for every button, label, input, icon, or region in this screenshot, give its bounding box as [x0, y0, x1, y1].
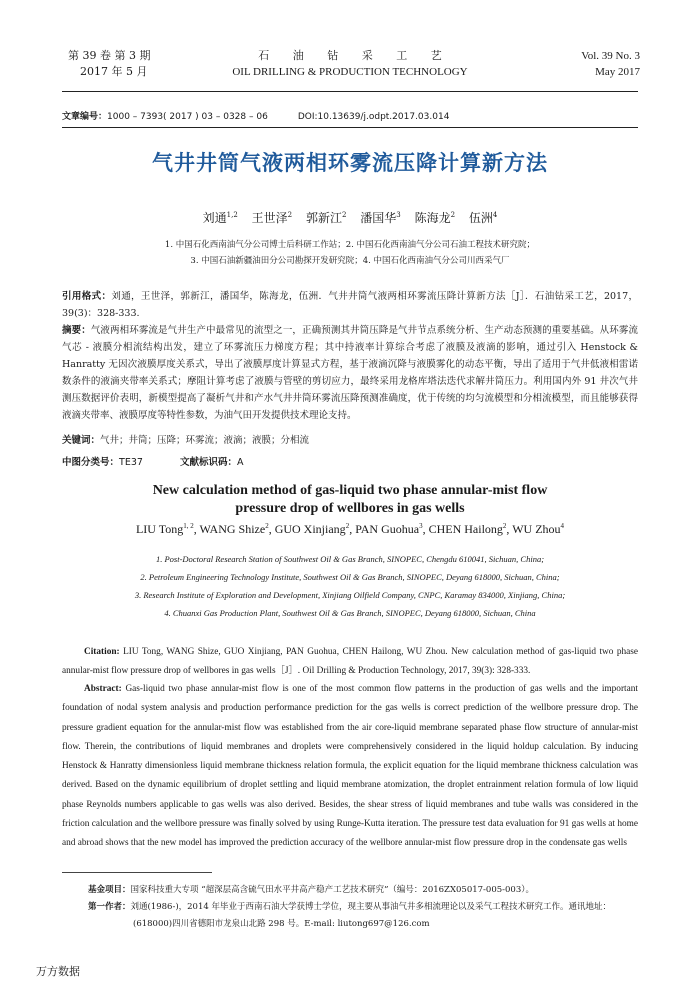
date-en: May 2017: [595, 66, 640, 78]
citation-cn-text: 刘通，王世泽，郭新江，潘国华，陈海龙，伍洲．气井井筒气液两相环雾流压降计算新方法［J］．石油钻采工艺，2017，39(3)：328-333.: [62, 291, 638, 319]
fund-label: 基金项目：: [88, 885, 131, 895]
article-no-value: 1000 – 7393( 2017 ) 03 – 0328 – 06: [107, 112, 268, 122]
author-cn: 郭新江$^2$: [305, 211, 347, 225]
header-rule: [62, 91, 638, 92]
header-center: [200, 48, 500, 80]
title-cn: 气井井筒气液两相环雾流压降计算新方法: [152, 151, 548, 175]
affiliation-en-line: 4. Chuanxi Gas Production Plant, Southwest Oil & Gas Branch, SINOPEC, Deyang 618000, Sichuan, China: [164, 608, 536, 618]
affiliation-en-line: 3. Research Institute of Exploration and Development, Xinjiang Oilfield Company, CNPC, Karamay 834000, Xinjiang, China;: [134, 590, 566, 600]
volume-cn: 第 39 卷 第 3 期: [68, 49, 151, 62]
classification-cn: [62, 454, 243, 468]
author-en: PAN Guohua$^3$: [355, 522, 423, 536]
code-value: A: [236, 457, 244, 468]
journal-name-cn: 石 油 钻 采 工 艺: [258, 49, 452, 62]
footnote-author-address: (618000)四川省德阳市龙泉山北路 298 号。E-mail: liutong697@126.com: [133, 919, 430, 929]
header-right: [480, 48, 640, 80]
author-text: 刘通(1986-)，2014 年毕业于西南石油大学获博士学位，现主要从事油气井多相流理论以及采气工程技术研究工作。通讯地址：: [130, 902, 611, 912]
abstract-en-text: Gas-liquid two phase annular-mist flow is one of the most common flow patterns in the production of gas wells and the important foundation of nodal system analysis and production performance prediction for the gas wells is correct prediction of the wellbore pressure drop. The pressure gradient equation for the annular-mist flow was established from the air core-liquid membrane separated phase flow structure of annular-mist flow. Therein, the contributions of liquid membranes and droplets were comprehensively considered in the liquid holdup calculation. By inducing Henstock & Hanratty dimensionless liquid membrane thickness relation formula, the explicit equation for the liquid membrane thickness calculation was derived. Based on the dynamic equilibrium of droplet settling and liquid membrane atomization, the droplet entrainment relation formula of low liquid phase Reynolds numbers applicable to gas wells was also derived. Besides, the shear stress of liquid membranes and tube walls was considered in the friction calculation and the wellbore pressure was finally solved by using Runge-Kutta iteration. The pressure test data evaluation for 91 gas wells at home and abroad shows that the new model has improved the prediction accuracy of the wellbore annular-mist flow pressure drop in the condensate gas wells: [62, 684, 638, 849]
author-cn: 伍洲$^4$: [468, 211, 498, 225]
keywords-cn: [62, 432, 309, 446]
author-en: WANG Shize$^2$: [199, 522, 269, 536]
author-cn: 刘通$^{1,2}$: [202, 211, 238, 225]
date-cn: 2017 年 5 月: [80, 65, 148, 78]
footnote-author: [88, 900, 648, 915]
author-cn: 陈海龙$^2$: [414, 211, 456, 225]
clc-value: TE37: [119, 457, 143, 468]
affiliation-cn-line: 1. 中国石化西南油气分公司博士后科研工作站；2. 中国石化西南油气分公司石油工程技术研究院；: [164, 240, 536, 250]
footnote-rule: [62, 872, 212, 873]
citation-en-label: Citation:: [84, 647, 120, 657]
fund-text: 国家科技重大专项 “超深层高含硫气田水平井高产稳产工艺技术研究”（编号：2016ZX05017-005-003）。: [130, 885, 534, 895]
abstract-cn-label: 摘要：: [62, 325, 91, 336]
title-en: New calculation method of gas-liquid two phase annular-mist flow pressure drop of wellbores in gas wells: [152, 483, 548, 516]
volume-en: Vol. 39 No. 3: [581, 50, 640, 62]
code-label: 文献标识码：: [179, 457, 237, 468]
keywords-cn-label: 关键词：: [62, 435, 101, 446]
footnote-fund: [88, 883, 648, 898]
clc-label: 中图分类号：: [62, 457, 120, 468]
author-cn: 潘国华$^3$: [360, 211, 401, 225]
abstract-cn-text: 气液两相环雾流是气井生产中最常见的流型之一，正确预测其井筒压降是气井节点系统分析、生产动态预测的重要基础。从环雾流气芯 - 液膜分相流结构出发，建立了环雾流压力梯度方程；其中持液率计算综合考虑了液膜及液滴的影响，通过引入 Henstock & Hanratty 无因次液膜厚度关系式，导出了液膜厚度计算显式方程，基于液滴沉降与液膜雾化的动态平衡，导出了适用于气井低液相雷诺数条件的液滴夹带率关系式；摩阻计算考虑了液膜与管壁的剪切应力，最终采用龙格库塔法迭代求解井筒压力。利用国内外 91 井次气井测压数据评价表明，新模型提高了凝析气井和产水气井井筒环雾流压降预测准确度，优于传统的均匀流模型和分相流模型，而且能够获得液滴夹带率、液膜厚度等特性参数，为油气田开发提供技术理论支持。: [62, 325, 638, 421]
author-en: WU Zhou$^4$: [512, 522, 565, 536]
authors-en: LIU Tong$^{1, 2}$, WANG Shize$^2$, GUO Xinjiang$^2$, PAN Guohua$^3$, CHEN Hailong$^2$, WU Zhou$^4$: [135, 522, 565, 536]
author-en: GUO Xinjiang$^2$: [274, 522, 350, 536]
author-en: LIU Tong$^{1, 2}$: [135, 522, 194, 536]
affiliation-en-line: 2. Petroleum Engineering Technology Institute, Southwest Oil & Gas Branch, SINOPEC, Deyang 618000, Sichuan, China;: [140, 572, 560, 582]
authors-cn: [62, 209, 638, 226]
abstract-en-label: Abstract:: [84, 684, 122, 694]
citation-en-text: LIU Tong, WANG Shize, GUO Xinjiang, PAN Guohua, CHEN Hailong, WU Zhou. New calculation method of gas-liquid two phase annular-mist flow pressure drop of wellbores in gas wells［J］. Oil Drilling & Production Technology, 2017, 39(3): 328-333.: [62, 647, 638, 677]
journal-name-en: OIL DRILLING & PRODUCTION TECHNOLOGY: [232, 66, 468, 78]
author-label: 第一作者：: [88, 902, 131, 912]
wanfang-watermark: 万方数据: [36, 965, 80, 978]
abstract-cn: [62, 322, 638, 424]
keywords-cn-text: 气井；井筒；压降；环雾流；液滴；液膜；分相流: [100, 435, 310, 446]
article-no-label: 文章编号：: [62, 112, 108, 122]
citation-cn: [62, 288, 638, 322]
abstract-en: [62, 680, 638, 854]
affiliation-en-line: 1. Post-Doctoral Research Station of Southwest Oil & Gas Branch, SINOPEC, Chengdu 610041, Sichuan, China;: [155, 554, 545, 564]
citation-en: [62, 643, 638, 682]
author-en: CHEN Hailong$^2$: [428, 522, 507, 536]
affiliation-cn-line: 3. 中国石油新疆油田分公司勘探开发研究院；4. 中国石化西南油气分公司川西采气厂: [190, 256, 510, 266]
citation-cn-label: 引用格式：: [62, 291, 112, 302]
article-info: [62, 109, 449, 122]
header-left: [68, 48, 208, 80]
doi[interactable]: DOI:10.13639/j.odpt.2017.03.014: [297, 112, 450, 122]
author-cn: 王世泽$^2$: [251, 211, 293, 225]
article-rule: [62, 127, 638, 128]
